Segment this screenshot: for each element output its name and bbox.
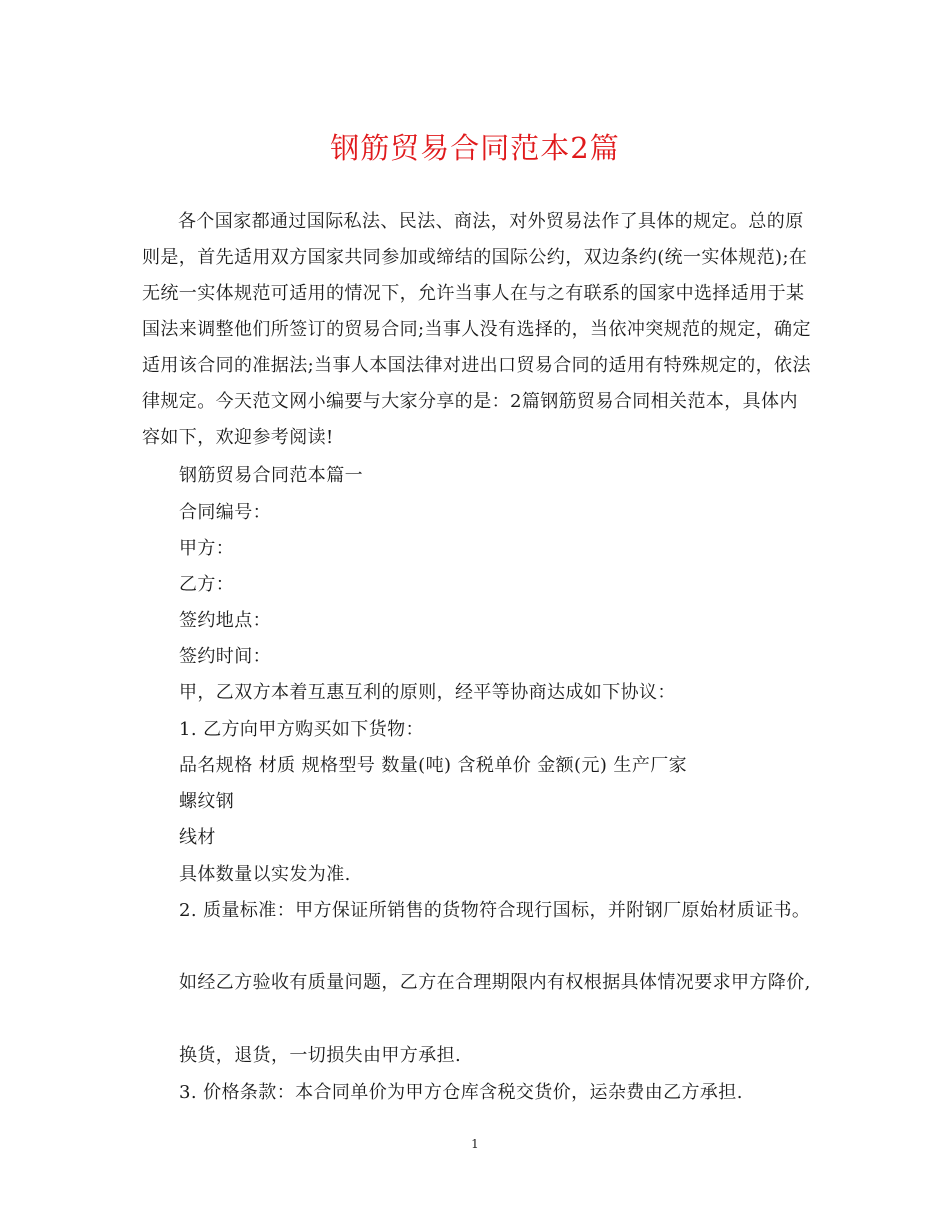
agreement-statement: 甲，乙双方本着互惠互利的原则，经平等协商达成如下协议：: [179, 682, 676, 703]
quality-issue-paragraph: 如经乙方验收有质量问题，乙方在合理期限内有权根据具体情况要求甲方降价,: [179, 972, 811, 993]
sign-time-label: 签约时间：: [179, 646, 271, 667]
page-number: 1: [471, 1137, 479, 1151]
returns-line: 换货，退货，一切损失由甲方承担.: [179, 1045, 462, 1066]
clause-2: 2. 质量标准：甲方保证所销售的货物符合现行国标，并附钢厂原始材质证书。: [179, 900, 811, 921]
intro-paragraph: 各个国家都通过国际私法、民法、商法，对外贸易法作了具体的规定。总的原则是，首先适用双方国家共同参加或缔结的国际公约，双边条约(统一实体规范);在无统一实体规范可适用的情况下，允许当事人在与之有联系的国家中选择适用于某国法来调整他们所签订的贸易合同;当事人没有选择的，当依冲突规范的规定，确定适用该合同的准据法;当事人本国法律对进出口贸易合同的适用有特殊规定的，依法律规定。今天范文网小编要与大家分享的是：2篇钢筋贸易合同相关范本，具体内容如下，欢迎参考阅读!: [142, 211, 811, 448]
goods-table-header: 品名规格 材质 规格型号 数量(吨) 含税单价 金额(元) 生产厂家: [179, 755, 688, 776]
clause-3: 3. 价格条款：本合同单价为甲方仓库含税交货价，运杂费由乙方承担.: [179, 1082, 743, 1103]
goods-item: 线材: [179, 827, 216, 848]
quantity-note: 具体数量以实发为准.: [179, 864, 351, 885]
sign-place-label: 签约地点：: [179, 610, 271, 631]
goods-item: 螺纹钢: [179, 791, 235, 812]
party-b-label: 乙方：: [179, 574, 235, 595]
clause-1: 1. 乙方向甲方购买如下货物：: [179, 719, 424, 740]
contract-number-label: 合同编号：: [179, 502, 271, 523]
party-a-label: 甲方：: [179, 538, 235, 559]
document-title: 钢筋贸易合同范本2篇: [330, 131, 620, 165]
section-heading: 钢筋贸易合同范本篇一: [179, 465, 363, 486]
